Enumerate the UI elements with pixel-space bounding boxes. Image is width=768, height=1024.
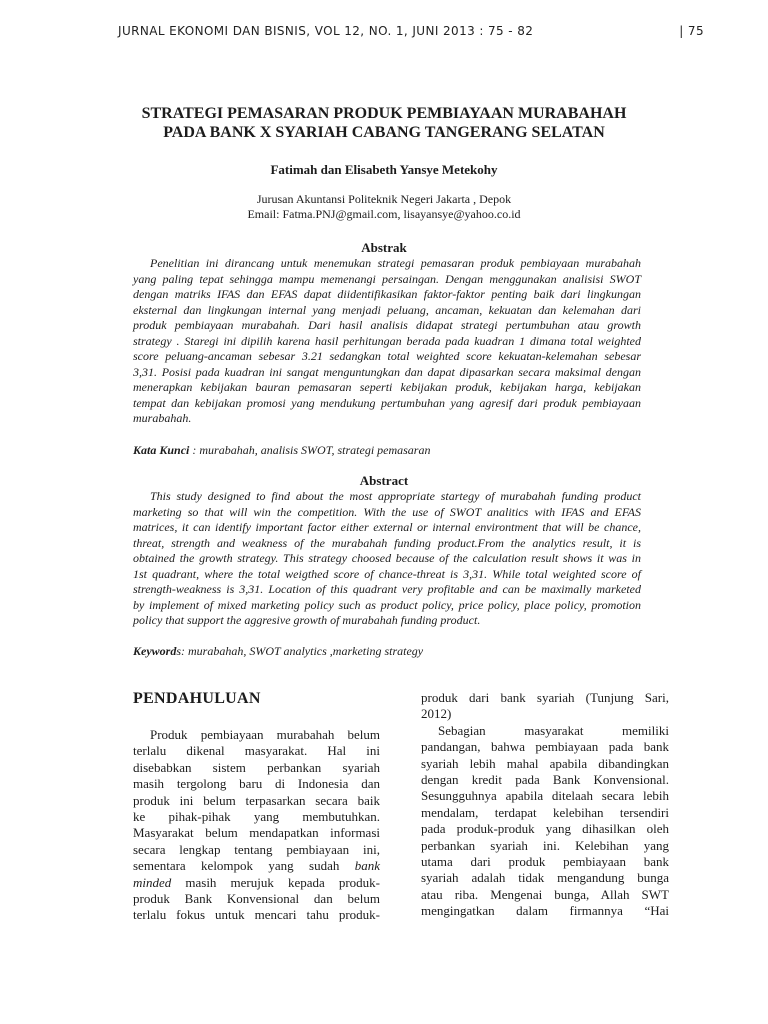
running-header <box>118 24 704 44</box>
text-line: pada produk-produk yang dihasilkan oleh <box>421 821 669 837</box>
text-line: by implement of mixed marketing policy such as product policy, price policy, place policy, promotion <box>133 597 641 612</box>
text-line: marketing so that will win the competition. With the use of SWOT analitics with IFAS and EFAS <box>133 504 641 519</box>
text-line: threat, strength and weakness of the murabahah funding product.From the analytics result, it is <box>133 535 641 550</box>
text-line: secara lengkap tentang pembiayaan ini, <box>133 841 380 857</box>
text-line: terlalu dikenal masyarakat. Hal ini <box>133 743 380 759</box>
text-line: mengingatkan dalam firmannya “Hai <box>421 903 669 919</box>
text-line: policy that support the aggresive growth of murabahah funding product. <box>133 613 481 627</box>
text-line: menerapkan kebijakan bauran pemasaran seperti kebijakan produk, kebijakan harga, kebijakan <box>133 380 641 394</box>
text-line: dengan kredit pada Bank Konvensional. <box>421 772 669 788</box>
text-line: perbankan syariah ini. Kelebihan yang <box>421 837 669 853</box>
text-line: tempat dan kebijakan promosi yang mendukung pertumbuhan yang agresif dari produk pembiayaan <box>133 395 641 410</box>
text-line: eksternal dan lingkungan internal yang menjadi peluang, ancaman, kekuatan dan kelemahan dari <box>133 302 641 317</box>
title-line: PADA BANK X SYARIAH CABANG TANGERANG SELATAN <box>163 124 605 141</box>
abstract-heading: Abstract <box>359 473 409 488</box>
text-line: matrices, it can identify important factor either external or internal environtment that will be chance, <box>133 520 641 534</box>
authors: Fatimah dan Elisabeth Yansye Metekohy <box>270 162 498 177</box>
abstrak-heading: Abstrak <box>361 240 407 255</box>
kata-kunci <box>133 443 653 458</box>
keywords <box>133 644 653 659</box>
text-line: atau riba. Mengenai bunga, Allah SWT <box>421 886 669 902</box>
text-line: sementara kelompok yang sudah bank <box>133 858 380 874</box>
text-line: produk ini belum terpasarkan secara baik <box>133 792 380 808</box>
text-line: disebabkan sistem perbankan syariah <box>133 759 380 775</box>
journal-citation: JURNAL EKONOMI DAN BISNIS, VOL 12, NO. 1, JUNI 2013 : 75 - 82 <box>118 24 534 38</box>
text-line: syariah adalah tidak mengandung bunga <box>421 870 669 886</box>
text-line: obtained the growth strategy. This strategy choosed because of the calculation result shows it was in <box>133 551 641 565</box>
text-line: strategy . Staregi ini dipilih karena hasil perhitungan berada pada kuadran 1 dimana total weighted <box>133 333 641 348</box>
affiliation <box>100 192 668 222</box>
text-line: score peluang-ancaman sebesar 3.21 sedangkan total weighted score kekuatan-kelemahan sebesar <box>133 349 641 363</box>
text-line: strength-weakness is 3,31. Location of this quadrant very profitable and can be maximally marketed <box>133 582 641 596</box>
affiliation-line: Jurusan Akuntansi Politeknik Negeri Jakarta , Depok <box>256 192 512 206</box>
text-line: dengan matriks IFAS dan EFAS dapat diidentifikasikan faktor-faktor penting baik dari lingkungan <box>133 287 641 301</box>
section-heading: PENDAHULUAN <box>133 690 261 707</box>
body-column-right <box>421 690 669 920</box>
text-line: syariah lebih mahal apabila dibandingkan <box>421 755 669 771</box>
text-line: minded masih merujuk kepada produk- <box>133 874 380 890</box>
paper-title <box>100 104 668 142</box>
text-line: masih tergolong baru di Indonesia dan <box>133 776 380 792</box>
text-line: produk Bank Konvensional dan belum <box>133 891 380 907</box>
text-line: 3,31. Posisi pada kuadran ini sangat menguntungkan dan dapat dipasarkan secara maksimal dengan <box>133 364 641 379</box>
text-line: Sebagian masyarakat memiliki <box>438 722 669 738</box>
text-line: produk pembiayaan murabahah. Dari hasil analisis didapat strategi pertumbuhan atau growth <box>133 318 641 332</box>
text-line: yang paling tepat sehingga mampu memenangi persaingan. Dengan menggunakan analisisi SWOT <box>133 271 641 286</box>
text-line: Penelitian ini dirancang untuk menemukan strategi pemasaran produk pembiayaan murabahah <box>150 256 641 270</box>
abstrak-body <box>133 256 641 427</box>
text-line: murabahah. <box>133 411 192 425</box>
email-line: Email: Fatma.PNJ@gmail.com, lisayansye@yahoo.co.id <box>247 207 521 221</box>
text-line: This study designed to find about the most appropriate startegy of murabahah funding product <box>150 489 641 503</box>
text-line: Sesungguhnya apabila ditelaah secara lebih <box>421 788 669 804</box>
text-line: 1st quadrant, where the total weigthed score of chance-threat is 3,31. While total weighted score of <box>133 566 641 581</box>
text-line: mendalam, terdapat kelebihan tersendiri <box>421 804 669 820</box>
keywords-text: s: murabahah, SWOT analytics ,marketing strategy <box>176 644 424 658</box>
text-line: terlalu fokus untuk mencari tahu produk- <box>133 907 380 923</box>
text-line: utama dari produk pembiayaan bank <box>421 854 669 870</box>
title-line: STRATEGI PEMASARAN PRODUK PEMBIAYAAN MURABAHAH <box>141 105 627 122</box>
page-number: | 75 <box>679 24 704 38</box>
body-column-left <box>133 727 380 924</box>
text-line: ke pihak-pihak yang membutuhkan. <box>133 809 380 825</box>
abstract-body <box>133 489 641 629</box>
text-line: Masyarakat belum mendapatkan informasi <box>133 825 380 841</box>
text-line: Produk pembiayaan murabahah belum <box>150 727 380 742</box>
text-line: produk dari bank syariah (Tunjung Sari, <box>421 690 669 705</box>
text-line: pandangan, bahwa pembiayaan pada bank <box>421 739 669 755</box>
text-line: 2012) <box>421 706 452 722</box>
kata-kunci-text: : murabahah, analisis SWOT, strategi pemasaran <box>189 443 431 457</box>
keywords-label: Keyword <box>133 644 177 658</box>
kata-kunci-label: Kata Kunci <box>133 443 190 457</box>
